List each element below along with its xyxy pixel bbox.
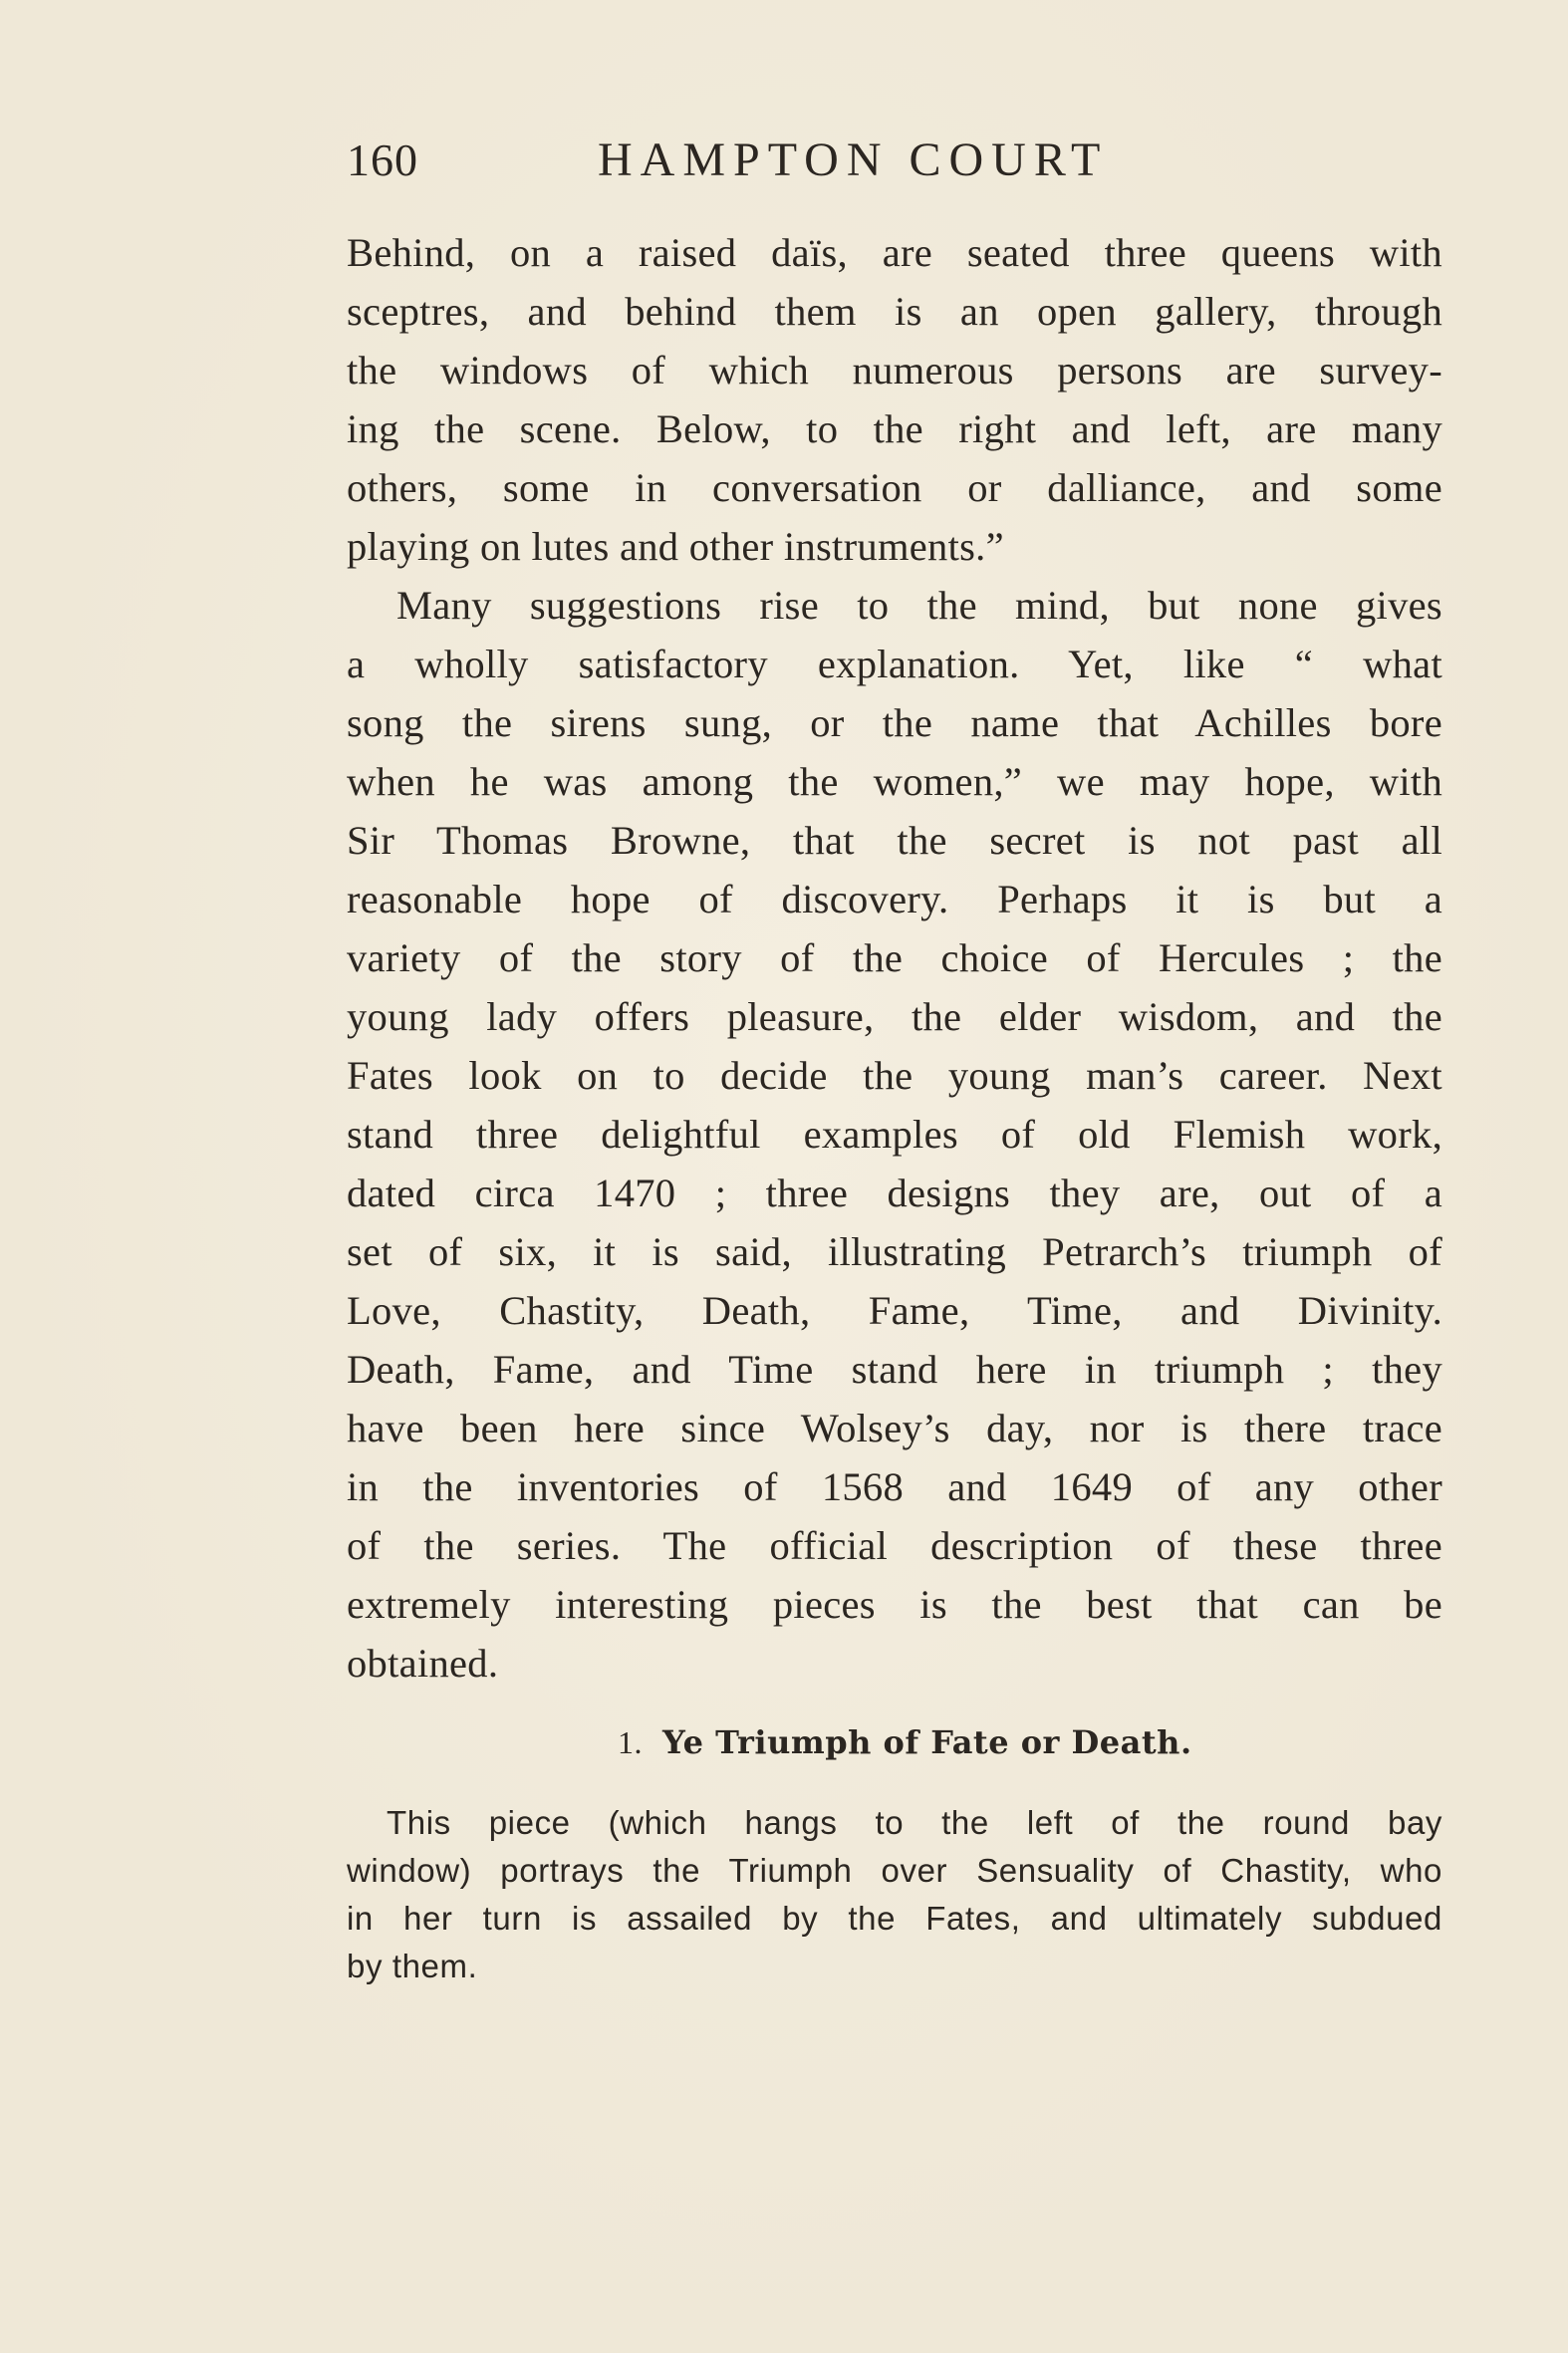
text-line: sceptres, and behind them is an open gallery, through xyxy=(347,289,1442,334)
text-line: song the sirens sung, or the name that Achilles bore xyxy=(347,700,1442,745)
text-line: Death, Fame, and Time stand here in triumph ; they xyxy=(347,1347,1442,1392)
text-line: the windows of which numerous persons are survey- xyxy=(347,348,1442,392)
text-line: dated circa 1470 ; three designs they are, out of a xyxy=(347,1171,1442,1215)
running-title: HAMPTON COURT xyxy=(598,133,1109,186)
text-line: in the inventories of 1568 and 1649 of any other xyxy=(347,1464,1442,1509)
text-line: Fates look on to decide the young man’s career. Next xyxy=(347,1053,1442,1098)
text-line: Love, Chastity, Death, Fame, Time, and Divinity. xyxy=(347,1288,1442,1333)
text-line: playing on lutes and other instruments.” xyxy=(347,524,1004,569)
text-line: have been here since Wolsey’s day, nor is there trace xyxy=(347,1406,1442,1450)
text-line: stand three delightful examples of old Flemish work, xyxy=(347,1112,1442,1157)
section-title: Ye Triumph of Fate or Death. xyxy=(662,1723,1192,1761)
section-heading xyxy=(618,1723,1192,1761)
text-line: extremely interesting pieces is the best that can be xyxy=(347,1582,1442,1627)
note-line: window) portrays the Triumph over Sensuality of Chastity, who xyxy=(347,1852,1442,1889)
note-line: in her turn is assailed by the Fates, and ultimately subdued xyxy=(347,1900,1442,1937)
section-number: 1. xyxy=(618,1724,643,1760)
page-header xyxy=(347,126,1442,195)
text-line: when he was among the women,” we may hope, with xyxy=(347,759,1442,804)
text-line: obtained. xyxy=(347,1641,499,1686)
text-line: of the series. The official description of these three xyxy=(347,1523,1442,1568)
note-line: by them. xyxy=(347,1948,478,1984)
text-line: Many suggestions rise to the mind, but none gives xyxy=(396,583,1442,628)
text-line: variety of the story of the choice of Hercules ; the xyxy=(347,935,1442,980)
text-line: ing the scene. Below, to the right and left, are many xyxy=(347,406,1442,451)
text-line: Behind, on a raised daïs, are seated three queens with xyxy=(347,230,1442,275)
text-line: Sir Thomas Browne, that the secret is not past all xyxy=(347,818,1442,863)
body-text xyxy=(347,223,1442,1693)
page-number: 160 xyxy=(347,134,418,185)
text-line: young lady offers pleasure, the elder wisdom, and the xyxy=(347,994,1442,1039)
text-line: others, some in conversation or dalliance, and some xyxy=(347,465,1442,510)
text-line: set of six, it is said, illustrating Petrarch’s triumph of xyxy=(347,1229,1442,1274)
text-line: a wholly satisfactory explanation. Yet, like “ what xyxy=(347,642,1442,686)
note-text xyxy=(347,1799,1442,1990)
note-line: This piece (which hangs to the left of the round bay xyxy=(387,1804,1442,1841)
text-line: reasonable hope of discovery. Perhaps it is but a xyxy=(347,877,1442,921)
